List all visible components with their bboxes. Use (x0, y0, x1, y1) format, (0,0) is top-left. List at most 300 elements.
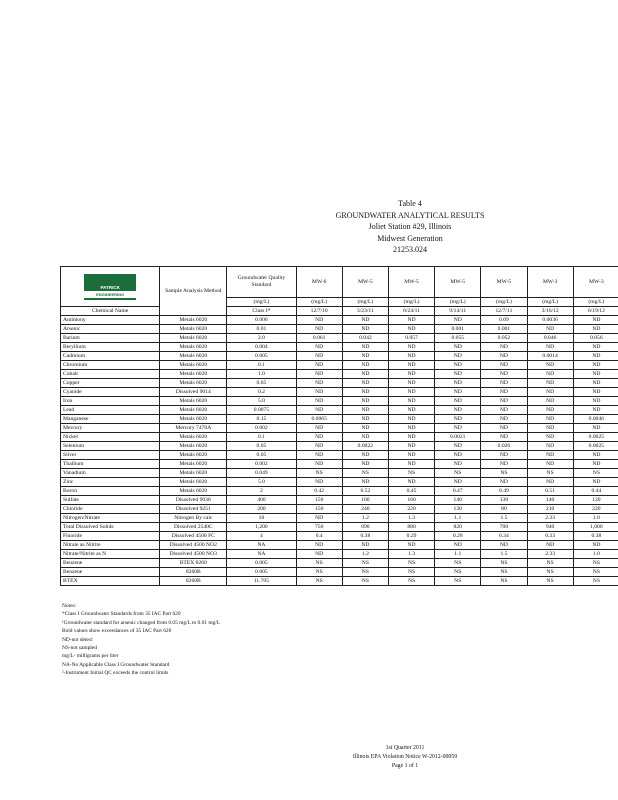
table-row (61, 415, 618, 424)
method-cell: 8260B (160, 577, 227, 586)
method-cell: Metals 6020 (160, 352, 227, 361)
standard-cell: 0.004 (227, 343, 296, 352)
method-cell: Metals 6020 (160, 478, 227, 487)
result-cell: ND (481, 478, 527, 487)
result-cell: ND (296, 424, 342, 433)
result-cell: ND (527, 370, 573, 379)
standard-class: Class I* (227, 307, 296, 316)
result-cell: NS (527, 559, 573, 568)
table-row (61, 343, 618, 352)
result-cell: 0.52 (342, 487, 388, 496)
result-cell: 0.38 (573, 532, 618, 541)
table-row (61, 478, 618, 487)
result-cell: ND (481, 433, 527, 442)
result-cell: ND (296, 388, 342, 397)
result-cell: ND (296, 397, 342, 406)
table-row (61, 505, 618, 514)
footer-notice: Illinois EPA Violation Notice W-2012-00059 (352, 754, 458, 760)
result-cell: 140 (435, 496, 481, 505)
result-cell: 0.0014 (527, 352, 573, 361)
result-cell: 1.3 (388, 550, 434, 559)
result-cell: ND (481, 370, 527, 379)
result-cell: ND (296, 325, 342, 334)
result-cell: ND (342, 406, 388, 415)
result-cell: ND (388, 433, 434, 442)
result-cell: 820 (435, 523, 481, 532)
project-number: 21253.024 (393, 245, 427, 254)
method-cell: Metals 6020 (160, 361, 227, 370)
result-cell: NS (435, 577, 481, 586)
result-cell: ND (388, 343, 434, 352)
table-row (61, 541, 618, 550)
standard-cell: 1,200 (227, 523, 296, 532)
chemical-name-cell: Fluoride (61, 532, 160, 541)
table-row (61, 496, 618, 505)
result-cell: NS (342, 577, 388, 586)
result-cell: 0.44 (573, 487, 618, 496)
result-cell: 0.49 (481, 487, 527, 496)
result-cell: ND (296, 370, 342, 379)
method-header: Sample Analysis Method (160, 267, 227, 316)
standard-cell: 0.002 (227, 460, 296, 469)
result-cell: ND (481, 379, 527, 388)
result-cell: ND (342, 397, 388, 406)
result-cell: 0.0025 (573, 442, 618, 451)
result-cell: 0.33 (527, 532, 573, 541)
result-cell: ND (296, 352, 342, 361)
result-cell: ND (435, 379, 481, 388)
table-number: Table 4 (398, 199, 422, 208)
chemical-name-cell: Mercury (61, 424, 160, 433)
chemical-name-cell: Thallium (61, 460, 160, 469)
standard-cell: 0.65 (227, 379, 296, 388)
result-cell: 0.0021 (435, 433, 481, 442)
result-cell: 1.2 (342, 550, 388, 559)
logo-name: PATRICK (100, 284, 120, 290)
result-cell: 0.45 (388, 487, 434, 496)
result-cell: NS (573, 577, 618, 586)
result-cell: ND (342, 361, 388, 370)
standard-cell: 4 (227, 532, 296, 541)
chemical-name-cell: Nitrogen/Nitrate (61, 514, 160, 523)
standard-cell: 0.1 (227, 361, 296, 370)
result-cell: 0.38 (342, 532, 388, 541)
result-cell: 160 (342, 496, 388, 505)
date-cell: 6/19/12 (573, 307, 618, 316)
chemical-name-cell: Silver (61, 451, 160, 460)
unit-cell: (mg/L) (435, 298, 481, 307)
result-cell: 1.0 (573, 550, 618, 559)
table-row (61, 451, 618, 460)
chemical-name-cell: Nitrate as Nitrite (61, 541, 160, 550)
note-line: Notes: (62, 603, 77, 609)
result-cell: ND (573, 397, 618, 406)
result-cell: ND (573, 451, 618, 460)
date-cell: 12/7/11 (481, 307, 527, 316)
result-cell: 0.061 (296, 334, 342, 343)
result-cell: ND (527, 424, 573, 433)
method-cell: Metals 6020 (160, 334, 227, 343)
result-cell: NS (296, 469, 342, 478)
result-cell: ND (435, 343, 481, 352)
chemical-name-cell: Manganese (61, 415, 160, 424)
result-cell: ND (342, 379, 388, 388)
note-line: NS-not sampled (62, 645, 97, 652)
result-cell: ND (573, 343, 618, 352)
table-row (61, 469, 618, 478)
result-cell: NS (527, 469, 573, 478)
chemical-name-cell: Selenium (61, 442, 160, 451)
result-cell: 890 (342, 523, 388, 532)
table-row (61, 370, 618, 379)
table-title-block (280, 198, 540, 256)
unit-cell: (mg/L) (342, 298, 388, 307)
result-cell: ND (342, 478, 388, 487)
logo-sub: ENGINEERING (84, 291, 136, 298)
result-cell: ND (481, 406, 527, 415)
result-cell: 1.1 (435, 514, 481, 523)
result-cell: ND (435, 316, 481, 325)
method-cell: Dissolved 4500 FC (160, 532, 227, 541)
result-cell: ND (435, 541, 481, 550)
result-cell: ND (342, 451, 388, 460)
note-line: ¹Groundwater standard for arsenic changed from 0.05 mg/L to 0.01 mg/L (62, 619, 220, 626)
result-cell: 1.1 (435, 550, 481, 559)
well-header: MW-6 (296, 267, 342, 298)
result-cell: 220 (573, 505, 618, 514)
result-cell: ND (527, 397, 573, 406)
result-cell: ND (435, 460, 481, 469)
notes-block (62, 602, 220, 678)
table-row (61, 460, 618, 469)
method-cell: Dissolved 9038 (160, 496, 227, 505)
method-cell: Metals 6020 (160, 487, 227, 496)
result-cell: ND (573, 388, 618, 397)
method-cell: 8260B (160, 568, 227, 577)
result-cell: ND (435, 397, 481, 406)
standard-cell: 0.006 (227, 316, 296, 325)
result-cell: NS (573, 568, 618, 577)
result-cell: ND (573, 424, 618, 433)
chemical-name-cell: Iron (61, 397, 160, 406)
result-cell: 0.0046 (573, 415, 618, 424)
date-cell: 6/24/11 (388, 307, 434, 316)
chemical-name-cell: BTEX (61, 577, 160, 586)
method-cell: Dissolved 2540C (160, 523, 227, 532)
table-row (61, 352, 618, 361)
result-cell: ND (388, 397, 434, 406)
result-cell: ND (342, 415, 388, 424)
table-row (61, 532, 618, 541)
result-cell: ND (388, 442, 434, 451)
result-cell: ND (388, 460, 434, 469)
method-cell: Metals 6020 (160, 397, 227, 406)
result-cell: ND (388, 541, 434, 550)
result-cell: 80 (481, 505, 527, 514)
result-cell: ND (527, 460, 573, 469)
result-cell: NS (296, 577, 342, 586)
note-line: ND-not detect (62, 636, 93, 643)
well-header: MW-5 (435, 267, 481, 298)
result-cell: 0.057 (388, 334, 434, 343)
chemical-name-cell: Cobalt (61, 370, 160, 379)
result-cell: ND (481, 352, 527, 361)
footer-quarter: 1st Quarter 2011 (385, 745, 425, 751)
method-cell: Dissolved 9014 (160, 388, 227, 397)
result-cell: ND (435, 406, 481, 415)
result-cell: NS (388, 469, 434, 478)
standard-cell: 0.05 (227, 451, 296, 460)
chemical-name-cell: Cadmium (61, 352, 160, 361)
result-cell: NS (388, 568, 434, 577)
result-cell: ND (573, 460, 618, 469)
result-cell: NS (342, 568, 388, 577)
table-row (61, 568, 618, 577)
result-cell: 880 (388, 523, 434, 532)
result-cell: NS (481, 568, 527, 577)
standard-cell: 400 (227, 496, 296, 505)
result-cell: 1.5 (481, 514, 527, 523)
result-cell: ND (388, 415, 434, 424)
method-cell: Metals 6020 (160, 379, 227, 388)
method-cell: Dissolved 4500 NO3 (160, 550, 227, 559)
result-cell: ND (296, 514, 342, 523)
method-cell: Metals 6020 (160, 451, 227, 460)
note-line: *Class I Groundwater Standards from 35 IAC Part 620 (62, 611, 181, 618)
table-row (61, 577, 618, 586)
result-cell: 0.4 (296, 532, 342, 541)
result-cell: 0.0025 (573, 433, 618, 442)
result-cell: 0.0022 (342, 442, 388, 451)
result-cell: ND (342, 370, 388, 379)
results-table (60, 266, 618, 586)
result-cell: 0.052 (481, 334, 527, 343)
result-cell: ND (527, 451, 573, 460)
result-cell: ND (435, 424, 481, 433)
result-cell: ND (342, 352, 388, 361)
result-cell: 2.33 (527, 550, 573, 559)
standard-cell: 0.005 (227, 559, 296, 568)
result-cell: ND (435, 451, 481, 460)
table-heading: GROUNDWATER ANALYTICAL RESULTS (335, 210, 485, 220)
table-row (61, 433, 618, 442)
result-cell: ND (527, 433, 573, 442)
result-cell: ND (296, 343, 342, 352)
result-cell: NS (481, 559, 527, 568)
standard-cell: 0.15 (227, 415, 296, 424)
unit-cell: (mg/L) (296, 298, 342, 307)
result-cell: ND (388, 424, 434, 433)
result-cell: ND (342, 316, 388, 325)
standard-cell: 200 (227, 505, 296, 514)
result-cell: ND (435, 478, 481, 487)
table-row (61, 406, 618, 415)
result-cell: 0.47 (435, 487, 481, 496)
date-cell: 3/16/12 (527, 307, 573, 316)
chemical-name-cell: Boron (61, 487, 160, 496)
result-cell: NS (435, 568, 481, 577)
table-row (61, 379, 618, 388)
result-cell: ND (573, 325, 618, 334)
result-cell: ND (342, 325, 388, 334)
table-row (61, 523, 618, 532)
table-row (61, 514, 618, 523)
result-cell: 0.042 (342, 334, 388, 343)
result-cell: ND (296, 379, 342, 388)
result-cell: 140 (527, 496, 573, 505)
result-cell: 700 (481, 523, 527, 532)
standard-cell: 0.005 (227, 568, 296, 577)
result-cell: ND (388, 451, 434, 460)
result-cell: NS (573, 559, 618, 568)
result-cell: ND (388, 406, 434, 415)
chemical-name-cell: Chloride (61, 505, 160, 514)
result-cell: ND (342, 424, 388, 433)
result-cell: ND (388, 388, 434, 397)
table-row (61, 325, 618, 334)
result-cell: 160 (388, 496, 434, 505)
result-cell: ND (296, 316, 342, 325)
result-cell: NS (296, 568, 342, 577)
chemical-name-cell: Sulfate (61, 496, 160, 505)
chemical-name-cell: Nitrate/Nitrite as N (61, 550, 160, 559)
standard-cell: 11.705 (227, 577, 296, 586)
date-cell: 9/14/11 (435, 307, 481, 316)
result-cell: ND (573, 478, 618, 487)
result-cell: ND (388, 361, 434, 370)
table-row (61, 424, 618, 433)
result-cell: NS (435, 469, 481, 478)
chemical-name-cell: Benzene (61, 568, 160, 577)
result-cell: ND (388, 478, 434, 487)
standard-cell: 5.0 (227, 397, 296, 406)
chemical-name-cell: Total Dissolved Solids (61, 523, 160, 532)
result-cell: 130 (481, 496, 527, 505)
table-row (61, 334, 618, 343)
chemical-name-cell: Nickel (61, 433, 160, 442)
standard-cell: 2 (227, 487, 296, 496)
result-cell: ND (527, 442, 573, 451)
company-name: Midwest Generation (377, 233, 443, 243)
result-cell: 240 (342, 505, 388, 514)
result-cell: 120 (573, 496, 618, 505)
result-cell: ND (342, 388, 388, 397)
result-cell: ND (573, 361, 618, 370)
result-cell: 1.0 (573, 514, 618, 523)
unit-cell: (mg/L) (573, 298, 618, 307)
result-cell: 0.055 (435, 334, 481, 343)
well-header: MW-3 (573, 267, 618, 298)
result-cell: 2.33 (527, 514, 573, 523)
result-cell: ND (573, 370, 618, 379)
chemical-name-cell: Lead (61, 406, 160, 415)
method-cell: Metals 6020 (160, 343, 227, 352)
method-cell: Metals 6020 (160, 433, 227, 442)
result-cell: 1,000 (573, 523, 618, 532)
chemical-name-cell: Arsenic (61, 325, 160, 334)
chemical-name-header: Chemical Name (61, 307, 160, 316)
method-cell: BTEX 8260 (160, 559, 227, 568)
unit-cell: (mg/L) (481, 298, 527, 307)
unit-cell: (mg/L) (388, 298, 434, 307)
well-header: MW-5 (481, 267, 527, 298)
result-cell: 0.42 (296, 487, 342, 496)
chemical-name-cell: Copper (61, 379, 160, 388)
result-cell: ND (481, 541, 527, 550)
result-cell: ND (573, 379, 618, 388)
result-cell: ND (481, 343, 527, 352)
result-cell: ND (296, 442, 342, 451)
result-cell: ND (481, 424, 527, 433)
result-cell: ND (388, 325, 434, 334)
result-cell: ND (481, 397, 527, 406)
patrick-engineering-logo (84, 274, 136, 300)
table-row (61, 397, 618, 406)
standard-cell: 0.0075 (227, 406, 296, 415)
unit-cell: (mg/L) (527, 298, 573, 307)
chemical-name-cell: Cyanide (61, 388, 160, 397)
page-footer (330, 744, 480, 771)
method-cell: Dissolved 4500 NO2 (160, 541, 227, 550)
result-cell: ND (481, 451, 527, 460)
result-cell: 0.29 (388, 532, 434, 541)
result-cell: NS (342, 469, 388, 478)
result-cell: ND (342, 433, 388, 442)
standard-cell: 5.0 (227, 478, 296, 487)
result-cell: ND (296, 541, 342, 550)
table-row (61, 550, 618, 559)
result-cell: ND (296, 451, 342, 460)
result-cell: 750 (296, 523, 342, 532)
result-cell: ND (573, 316, 618, 325)
method-cell: Metals 6020 (160, 460, 227, 469)
logo-cell (61, 267, 160, 307)
result-cell: 0.001 (435, 325, 481, 334)
standard-cell: 0.1 (227, 433, 296, 442)
date-cell: 3/23/11 (342, 307, 388, 316)
standard-cell: 2.0 (227, 334, 296, 343)
result-cell: ND (481, 415, 527, 424)
result-cell: ND (527, 478, 573, 487)
note-line: ²-Instrument Initial QC exceeds the control limits (62, 670, 169, 677)
result-cell: 1.3 (388, 514, 434, 523)
standard-cell: 10 (227, 514, 296, 523)
result-cell: ND (435, 388, 481, 397)
result-cell: ND (527, 388, 573, 397)
result-cell: ND (296, 406, 342, 415)
site-name: Joliet Station #29, Illinois (368, 222, 452, 231)
result-cell: ND (388, 370, 434, 379)
well-header: MW-5 (388, 267, 434, 298)
result-cell: 0.026 (481, 442, 527, 451)
result-cell: NS (481, 577, 527, 586)
chemical-name-cell: Beryllium (61, 343, 160, 352)
result-cell: ND (342, 343, 388, 352)
method-cell: Metals 6020 (160, 316, 227, 325)
standard-cell: 0.05 (227, 442, 296, 451)
result-cell: ND (296, 460, 342, 469)
result-cell: ND (296, 433, 342, 442)
result-cell: ND (342, 460, 388, 469)
chemical-name-cell: Benzene (61, 559, 160, 568)
method-cell: Metals 6020 (160, 469, 227, 478)
result-cell: ND (573, 406, 618, 415)
result-cell: ND (388, 379, 434, 388)
result-cell: ND (527, 361, 573, 370)
method-cell: Dissolved 9251 (160, 505, 227, 514)
standard-cell: 1.0 (227, 370, 296, 379)
standard-unit: (mg/L) (227, 298, 296, 307)
